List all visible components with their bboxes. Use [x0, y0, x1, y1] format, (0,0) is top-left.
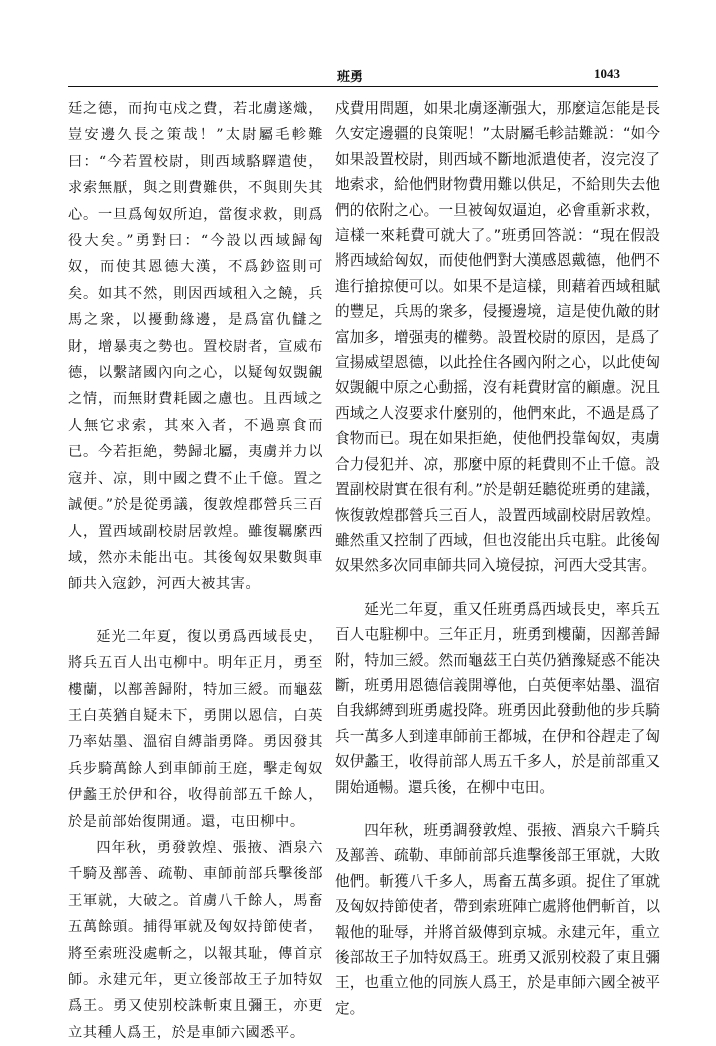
- header-rule: [68, 86, 658, 87]
- paragraph-gap: [335, 800, 660, 818]
- translation-paragraph-2: 延光二年夏，重又任班勇爲西域長史，率兵五百人屯駐柳中。三年正月，班勇到樓蘭，因鄯善歸附，特加三綬。然而龜茲王白英仍猶豫疑惑不能决斷，班勇用恩德信義開導他，白英便率姑墨、溫宿自我綁縛到班勇處投降。班勇因此發動他的步兵騎兵一萬多人到達車師前王都城，在伊和谷趕走了匈奴伊蠡王，收得前部人馬五千多人，於是前部重又開始通暢。還兵後，在柳中屯田。: [335, 600, 660, 796]
- running-header-title: 班勇: [337, 70, 364, 85]
- paragraph-gap: [335, 579, 660, 597]
- classical-paragraph-3: 四年秋，勇發敦煌、張掖、酒泉六千騎及鄯善、疏勒、車師前部兵擊後部王軍就，大破之。首虜八千餘人，馬畜五萬餘頭。捕得軍就及匈奴持節使者，將至索班没處斬之，以報其耻，傳首京師。永建元年，更立後部故王子加特奴爲王。勇又使别校誅斬東且彌王，亦更立其種人爲王，於是車師六國悉平。: [68, 839, 323, 1041]
- translation-paragraph-3: 四年秋，班勇調發敦煌、張掖、酒泉六千騎兵及鄯善、疏勒、車師前部兵進擊後部王軍就，大敗他們。斬獲八千多人，馬畜五萬多頭。捉住了軍就及匈奴持節使者，帶到索班陣亡處將他們斬首，以報他的耻辱，并將首級傳到京城。永建元年，重立後部故王子加特奴爲王。班勇又派别校殺了東且彌王，也重立他的同族人爲王，於是車師六國全被平定。: [335, 821, 660, 1017]
- classical-paragraph-1: 廷之德，而拘屯戍之費，若北虜遂熾，豈安邊久長之策哉！”太尉屬毛軫難曰：“今若置校尉，則西域駱驛遣使，求索無厭，與之則費難供，不與則失其心。一旦爲匈奴所迫，當復求救，則爲役大矣。”勇對曰：“今設以西域歸匈奴，而使其恩德大漢，不爲鈔盜則可矣。如其不然，則因西域租入之饒，兵馬之衆，以擾動緣邊，是爲富仇讎之財，增暴夷之勢也。置校尉者，宣威布德，以繫諸國內向之心，以疑匈奴覬覦之情，而無財費耗國之慮也。且西域之人無它求索，其來入者，不過禀食而已。今若拒絶，勢歸北屬，夷虜并力以寇并、凉，則中國之費不止千億。置之誠便。”於是從勇議，復敦煌郡營兵三百人，置西域副校尉居敦煌。雖復羈縻西域，然亦未能出屯。其後匈奴果數與車師共入寇鈔，河西大被其害。: [68, 101, 323, 593]
- translation-paragraph-1: 戍費用問題，如果北虜逐漸强大，那麼這怎能是長久安定邊疆的良策呢！”太尉屬毛軫詰難説：“如今如果設置校尉，則西域不斷地派遣使者，沒完沒了地索求，給他們財物費用難以供足，不給則失去他們的依附之心。一旦被匈奴逼迫，必會重新求救，這樣一來耗費可就大了。”班勇回答説：“現在假設將西域給匈奴，而使他們對大漢感恩戴德，他們不進行搶掠便可以。如果不是這樣，則藉着西域租賦的豐足，兵馬的衆多，侵擾邊境，這是使仇敵的財富加多，增强夷的權勢。設置校尉的原因，是爲了宣揚威望恩德，以此拴住各國內附之心，以此使匈奴覬覦中原之心動摇，沒有耗費財富的顧慮。況且西域之人沒要求什麼别的，他們來此，不過是爲了食物而已。現在如果拒絶，使他們投靠匈奴，夷虜合力侵犯并、凉，那麼中原的耗費則不止千億。設置副校尉實在很有利。”於是朝廷聽從班勇的建議，恢復敦煌郡營兵三百人，設置西域副校尉居敦煌。雖然重又控制了西域，但也沒能出兵屯駐。此後匈奴果然多次同車師共同入境侵掠，河西大受其害。: [335, 100, 660, 575]
- classical-paragraph-2: 延光二年夏，復以勇爲西域長史，將兵五百人出屯柳中。明年正月，勇至樓蘭，以鄯善歸附，特加三綬。而龜茲王白英猶自疑未下，勇開以恩信，白英乃率姑墨、溫宿自縛詣勇降。勇因發其兵步騎萬餘人到車師前王庭，擊走匈奴伊蠡王於伊和谷，收得前部五千餘人，於是前部始復開通。還，屯田柳中。: [68, 628, 323, 830]
- classical-text-column: [68, 96, 323, 1046]
- translation-column: [335, 96, 660, 1021]
- paragraph-gap: [68, 598, 323, 624]
- page-number: 1043: [594, 66, 620, 81]
